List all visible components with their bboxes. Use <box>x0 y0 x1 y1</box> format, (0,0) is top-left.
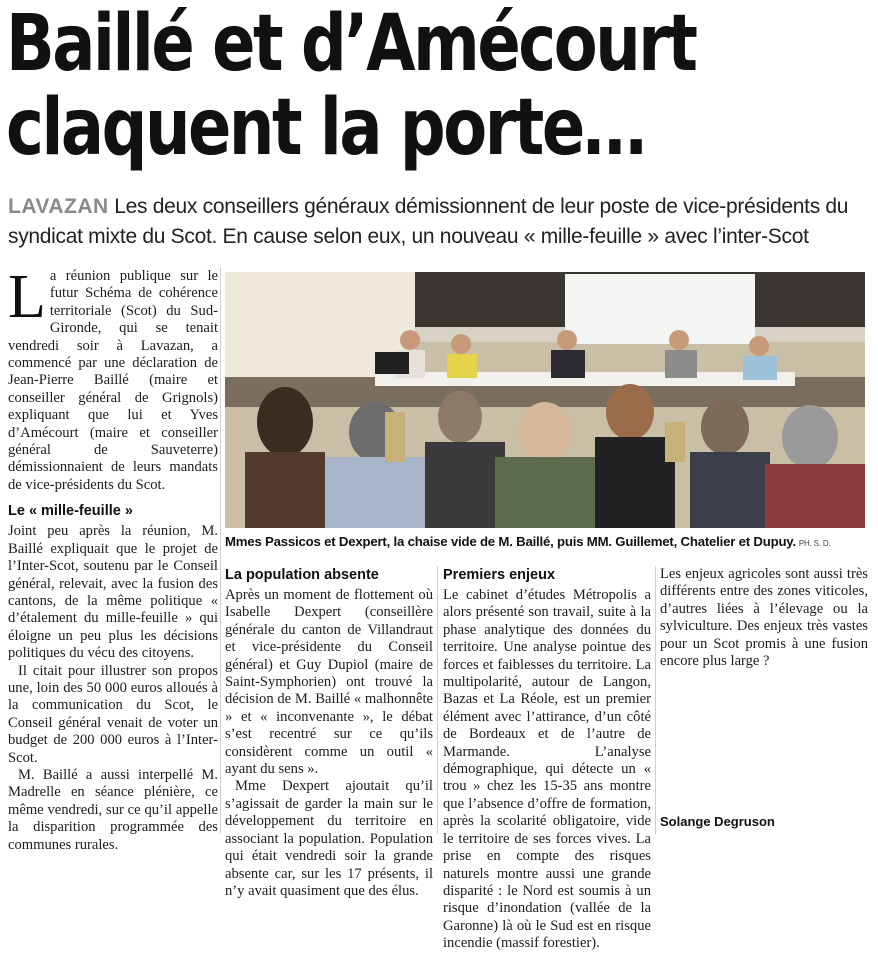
drop-cap: L <box>8 263 46 331</box>
paragraph-8: Les enjeux agricoles sont aussi très différents entre des zones viticoles, d’autres liées à l’élevage ou la sylviculture. Des enjeux très vastes pour un Scot promis à une fusion encore plus large ? <box>660 566 868 670</box>
meeting-photo-illustration <box>225 272 865 528</box>
subheading-mille-feuille: Le « mille-feuille » <box>8 503 133 520</box>
photo-caption <box>225 533 870 553</box>
standfirst-text: Les deux conseillers généraux démissionnent de leur poste de vice-présidents du syndicat mixte du Scot. En cause selon eux, un nouveau « mille-feuille » avec l’inter-Scot <box>8 195 849 248</box>
column-divider <box>655 566 656 834</box>
column-divider <box>437 566 438 834</box>
article-column-2 <box>225 566 433 900</box>
photo-credit: PH. S. D. <box>798 539 831 548</box>
article-column-4 <box>660 566 868 670</box>
article-column-3 <box>443 566 651 953</box>
intro-text: a réunion publique sur le futur Schéma de cohérence territoriale (Scot) du Sud-Gironde, qui se tenait vendredi soir à Lavazan, a commencé par une déclaration de Jean-Pierre Baillé (maire et conseiller général de Grignols) expliquant que lui et Yves d’Amécourt (maire et conseiller général de Sauveterre) démissionnaient de leurs mandats de vice-présidents du Scot. <box>8 268 218 493</box>
dateline-place: LAVAZAN <box>8 195 109 218</box>
paragraph-7: Le cabinet d’études Métropolis a alors présenté son travail, suite à la phase analytique des données du territoire. Une analyse pointue des forces et faiblesses du territoire. La multipolarité, autour de Langon, Bazas et La Réole, est un premier élément avec l’attirance, d’un côté de Bordeaux et de l’autre de Marmande. L’analyse démographique, qui détecte un « trou » chez les 15-35 ans montre que l’absence d’offre de formation, après la scolarité obligatoire, vide le territoire de ses forces vives. La prise en compte des risques naturels montre aussi une grande disparité : le Nord est soumis à un risque d’inondation (vallée de la Garonne) là où le Sud est en risque incendie (massif forestier). <box>443 587 651 952</box>
headline-line-1: Baillé et d’Amécourt <box>6 0 696 89</box>
caption-text: Mmes Passicos et Dexpert, la chaise vide de M. Baillé, puis MM. Guillemet, Chatelier et Dupuy. <box>225 534 796 549</box>
intro-paragraph <box>8 263 218 494</box>
paragraph-5: Après un moment de flottement où Isabelle Dexpert (conseillère générale du canton de Villandraut et vice-présidente du Conseil général) et Guy Dupiol (maire de Saint-Symphorien) ont trouvé la décision de M. Baillé « malhonnête » et « inconvenante », le débat s’est recentré sur ce qu’ils considèrent comme un outil « ayant du sens ». <box>225 587 433 778</box>
paragraph-3: Il citait pour illustrer son propos une, loin des 50 000 euros alloués à la communication du Scot, le Conseil général venait de voter un budget de 200 000 euros à l’Inter-Scot. <box>8 662 218 766</box>
paragraph-4: M. Baillé a aussi interpellé M. Madrelle en séance plénière, ce même vendredi, sur ce qu’il appelle la disparition programmée des communes rurales. <box>8 766 218 853</box>
paragraph-2: Joint peu après la réunion, M. Baillé expliquait que le projet de l’Inter-Scot, soutenu par le Conseil général, relevait, avec la fusion des cantons, de la même politique « d’étalement du mille-feuille » qui éloigne un peu plus les décisions politiques du vécu des citoyens. <box>8 523 218 662</box>
article-column-1 <box>8 263 218 854</box>
subheading-population-absente: La population absente <box>225 567 379 583</box>
paragraph-6: Mme Dexpert ajoutait qu’il s’agissait de garder la main sur le développement du territoire en associant la population. Population qui était vendredi soir la grande absente car, sur les 17 présents, il n’y avait quasiment que des élus. <box>225 778 433 899</box>
headline-line-2: claquent la porte… <box>6 83 645 173</box>
author-signature: Solange Degruson <box>660 814 775 829</box>
column-divider <box>220 268 221 833</box>
article-photo <box>225 272 865 528</box>
article-headline <box>6 0 718 173</box>
subheading-premiers-enjeux: Premiers enjeux <box>443 567 556 583</box>
article-standfirst <box>8 192 874 252</box>
